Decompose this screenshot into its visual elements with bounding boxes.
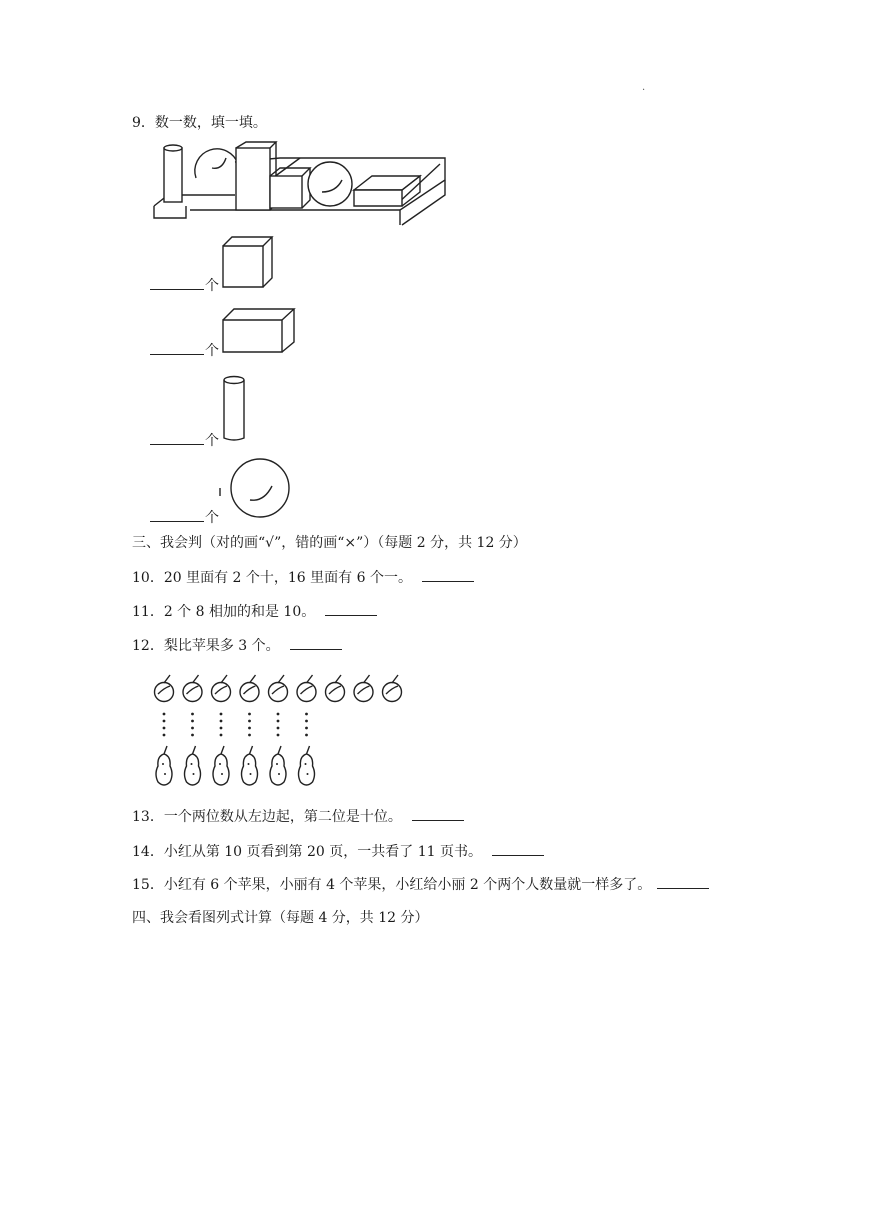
- q12-text: 12．梨比苹果多 3 个。: [132, 638, 280, 654]
- match-dots: [305, 713, 308, 737]
- apple-icon: [326, 675, 345, 702]
- pear-icon: [242, 746, 258, 785]
- q9-title: 9．数一数，填一填。: [132, 115, 267, 131]
- section3-title: 三、我会判（对的画“√”，错的画“×”）（每题 2 分，共 12 分）: [132, 535, 527, 551]
- count-row-sphere: [150, 507, 219, 527]
- pear-icon: [156, 746, 172, 785]
- top-mark: .: [642, 82, 646, 93]
- q11-text: 11．2 个 8 相加的和是 10。: [132, 604, 316, 620]
- q14-answer-blank[interactable]: [492, 841, 544, 856]
- answer-blank-sphere[interactable]: [150, 507, 204, 522]
- match-dots: [248, 713, 251, 737]
- answer-blank-cuboid[interactable]: [150, 340, 204, 355]
- unit-label: 个: [205, 510, 219, 526]
- cube-icon: [220, 234, 280, 294]
- count-row-cylinder: [150, 430, 219, 450]
- q14-line: [132, 841, 544, 862]
- q13-line: [132, 806, 464, 827]
- q11-answer-blank[interactable]: [325, 601, 377, 616]
- answer-blank-cube[interactable]: [150, 275, 204, 290]
- q13-text: 13．一个两位数从左边起，第二位是十位。: [132, 809, 402, 825]
- q11-line: [132, 601, 377, 622]
- match-dots: [191, 713, 194, 737]
- apple-icon: [212, 675, 231, 702]
- q15-text: 15．小红有 6 个苹果，小丽有 4 个苹果，小红给小丽 2 个两个人数量就一样多了。: [132, 877, 652, 893]
- q12-line: [132, 635, 342, 656]
- apple-icon: [183, 675, 202, 702]
- cuboid-icon: [220, 306, 300, 356]
- match-dots: [277, 713, 280, 737]
- q10-line: [132, 567, 474, 588]
- match-dots: [220, 713, 223, 737]
- apples-pears-illustration: [150, 670, 410, 790]
- count-row-cuboid: [150, 340, 219, 360]
- answer-blank-cylinder[interactable]: [150, 430, 204, 445]
- q10-text: 10．20 里面有 2 个十，16 里面有 6 个一。: [132, 570, 412, 586]
- pear-icon: [185, 746, 201, 785]
- q14-text: 14．小红从第 10 页看到第 20 页，一共看了 11 页书。: [132, 844, 482, 860]
- solids-shelf-illustration: [150, 140, 450, 230]
- q10-answer-blank[interactable]: [422, 567, 474, 582]
- pear-icon: [270, 746, 286, 785]
- q12-answer-blank[interactable]: [290, 635, 342, 650]
- q15-answer-blank[interactable]: [657, 874, 709, 889]
- apple-icon: [354, 675, 373, 702]
- section4-title: 四、我会看图列式计算（每题 4 分，共 12 分）: [132, 910, 429, 926]
- apple-icon: [155, 675, 174, 702]
- apple-icon: [297, 675, 316, 702]
- cylinder-icon: [220, 374, 250, 444]
- apple-icon: [240, 675, 259, 702]
- pear-icon: [213, 746, 229, 785]
- apple-icon: [383, 675, 402, 702]
- unit-label: 个: [205, 433, 219, 449]
- apple-icon: [269, 675, 288, 702]
- q15-line: [132, 874, 709, 895]
- unit-label: 个: [205, 343, 219, 359]
- unit-label: 个: [205, 278, 219, 294]
- q13-answer-blank[interactable]: [412, 806, 464, 821]
- sphere-icon: [224, 456, 294, 526]
- count-row-cube: [150, 275, 219, 295]
- match-dots: [163, 713, 166, 737]
- pear-icon: [299, 746, 315, 785]
